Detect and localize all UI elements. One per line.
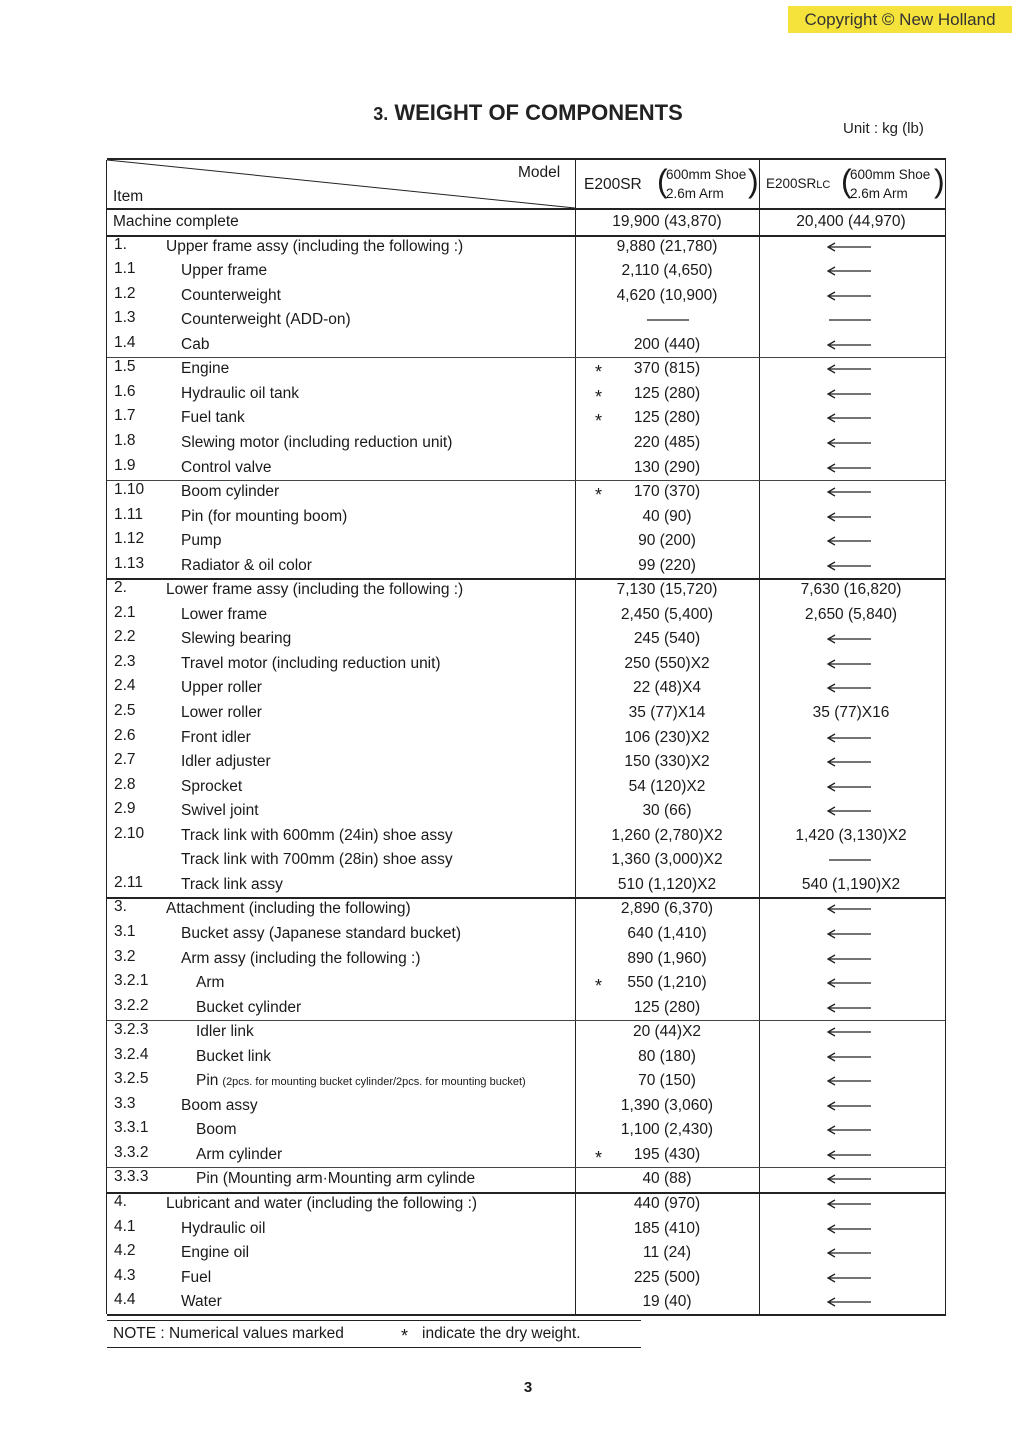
item-name [181,1269,211,1287]
item-name-text: Machine complete [113,213,239,230]
weight-e200sr: 40 (90) [642,507,692,525]
item-name-text: Lower roller [181,704,262,721]
weight-e200sr: 370 (815) [633,360,701,378]
row-separator [107,1192,945,1194]
same-as-left-arrow-icon [825,1293,873,1311]
item-name [196,1048,271,1066]
item-name-text: Pin (Mounting arm·Mounting arm cylinde [196,1170,476,1188]
row-number: 2.11 [114,873,144,891]
table-left-border [106,160,107,1314]
item-name-text: Pin [196,1072,219,1090]
row-number: 4.3 [114,1266,136,1284]
same-as-left-arrow-icon [825,360,873,378]
not-applicable-dash [825,851,873,869]
item-name-text: Upper frame [181,262,268,280]
item-name-text: Pump [181,532,222,550]
item-name [181,385,299,403]
item-name-text: Arm cylinder [196,1145,283,1163]
weight-e200sr: 2,450 (5,400) [620,605,714,623]
col2-spec-shoe: 600mm Shoe [850,167,931,182]
same-as-left-arrow-icon [825,729,873,747]
row-number: 2.7 [114,751,136,769]
page-number: 3 [523,1379,533,1396]
row-separator [107,235,945,237]
same-as-left-arrow-icon [825,508,873,526]
weight-e200srlc: 20,400 (44,970) [796,213,906,230]
same-as-left-arrow-icon [825,1097,873,1115]
item-name [181,459,271,477]
row-number: 2.9 [114,800,136,818]
row-number: 2.2 [114,628,136,646]
weight-e200sr: 510 (1,120)X2 [617,875,717,893]
item-name [196,974,224,992]
item-name-text: Lubricant and water (including the following :) [166,1195,478,1212]
row-separator [107,578,945,580]
weight-e200sr: 1,260 (2,780)X2 [611,826,723,844]
row-number: 2.8 [114,775,136,793]
header-diagonal [107,160,575,210]
item-name [181,557,312,575]
col1-paren-close: ) [748,163,759,199]
weight-e200sr: 225 (500) [633,1268,701,1286]
weight-e200sr: 890 (1,960) [627,949,707,967]
row-number: 4. [114,1193,127,1210]
same-as-left-arrow-icon [825,409,873,427]
item-name-text: Slewing motor (including reduction unit) [181,433,453,451]
same-as-left-arrow-icon [825,287,873,305]
weight-e200sr: 170 (370) [633,483,701,501]
item-name-text: Control valve [181,458,272,476]
row-number: 3.2.4 [114,1045,149,1063]
item-name-text: Engine [181,360,230,378]
item-name-text: Counterweight [181,286,281,304]
weight-e200srlc: 7,630 (16,820) [800,581,902,599]
same-as-left-arrow-icon [825,1195,873,1213]
weight-e200sr: 106 (230)X2 [624,728,710,746]
same-as-left-arrow-icon [825,532,873,550]
item-name [181,827,453,845]
row-number: 4.2 [114,1242,136,1260]
copyright-badge: Copyright © New Holland [788,6,1012,33]
same-as-left-arrow-icon [825,999,873,1017]
item-name [181,630,291,648]
row-separator [107,897,945,899]
weight-e200sr: 245 (540) [633,630,701,648]
row-number: 4.1 [114,1217,136,1235]
weight-e200sr: 550 (1,210) [627,974,707,992]
same-as-left-arrow-icon [825,1146,873,1164]
weight-e200sr: 220 (485) [633,433,701,451]
item-name-text: Travel motor (including reduction unit) [181,654,441,672]
same-as-left-arrow-icon [825,1269,873,1287]
row-number: 2. [114,579,127,597]
item-name-text: Track link with 700mm (28in) shoe assy [181,851,453,869]
row-number: 1.2 [114,284,136,302]
item-name [181,360,229,378]
row-number: 3.2.5 [114,1070,149,1088]
col2-model [766,176,830,193]
weight-e200sr: 19 (40) [642,1293,692,1311]
weight-e200sr: 185 (410) [633,1219,701,1237]
row-number: 1.6 [114,382,136,400]
header-rule [107,208,945,210]
row-separator [107,480,945,481]
item-name-text: Idler adjuster [181,753,271,771]
item-name [166,900,411,918]
col1-paren-open: ( [657,163,668,199]
same-as-left-arrow-icon [825,655,873,673]
dry-weight-star-icon: * [595,485,603,506]
weight-e200sr: 30 (66) [642,802,692,820]
item-name [113,213,239,231]
item-name-text: Attachment (including the following) [166,900,411,918]
unit-label: Unit : kg (lb) [843,120,924,137]
same-as-left-arrow-icon [825,557,873,575]
weight-e200sr: 11 (24) [643,1244,691,1262]
dry-weight-star-icon: * [595,386,603,407]
row-number: 2.3 [114,652,136,670]
item-name [196,999,301,1017]
row-number: 2.5 [114,702,136,719]
weight-e200sr: 440 (970) [633,1195,701,1212]
column-divider-2 [759,160,760,1314]
item-name-text: Fuel [181,1268,212,1286]
dry-weight-star-icon: * [595,1147,603,1168]
weight-e200sr: 250 (550)X2 [624,654,710,672]
weight-e200sr: 9,880 (21,780) [616,237,718,255]
item-name [181,679,262,697]
col2-model-sub: LC [816,179,831,191]
item-note: (2pcs. for mounting bucket cylinder/2pcs. for mounting bucket) [222,1076,526,1089]
title-number: 3. [373,104,389,124]
footnote [107,1320,641,1348]
item-name [181,851,453,869]
row-number: 1.13 [114,554,145,572]
same-as-left-arrow-icon [825,950,873,968]
item-name [196,1170,475,1188]
item-name-text: Idler link [196,1023,254,1041]
same-as-left-arrow-icon [825,753,873,771]
item-name-text: Radiator & oil color [181,556,312,574]
same-as-left-arrow-icon [825,1170,873,1188]
same-as-left-arrow-icon [825,679,873,697]
weight-e200sr: 99 (220) [638,556,696,574]
item-name [196,1121,237,1139]
item-name-text: Boom cylinder [181,483,280,501]
row-number: 4.4 [114,1291,136,1309]
row-number: 2.6 [114,726,136,744]
row-number: 2.1 [114,603,136,621]
item-name-text: Counterweight (ADD-on) [181,311,351,329]
model-label: Model [518,164,561,181]
row-separator [107,1020,945,1021]
item-name [181,287,281,305]
item-name [181,729,251,747]
weight-e200srlc: 1,420 (3,130)X2 [795,826,907,844]
same-as-left-arrow-icon [825,974,873,992]
not-applicable-dash [643,311,691,329]
item-name-text: Bucket link [196,1047,271,1065]
row-number: 1.5 [114,358,136,376]
same-as-left-arrow-icon [825,1072,873,1090]
item-name [181,508,347,526]
item-name-text: Hydraulic oil [181,1219,266,1237]
same-as-left-arrow-icon [825,336,873,354]
col1-model: E200SR [584,176,642,193]
item-name [181,655,441,673]
weight-e200srlc: 540 (1,190)X2 [801,875,901,893]
row-number: 3.3.2 [114,1143,149,1161]
weight-e200sr: 7,130 (15,720) [616,581,718,599]
item-name [196,1023,254,1041]
item-name [181,704,262,722]
same-as-left-arrow-icon [825,1023,873,1041]
item-name [181,532,222,550]
item-name-text: Arm [196,974,225,992]
row-separator [107,357,945,358]
same-as-left-arrow-icon [825,630,873,648]
item-name-text: Pin (for mounting boom) [181,507,348,525]
item-name [181,1244,249,1262]
item-label: Item [113,188,144,205]
row-number: 3.2 [114,947,136,965]
item-name [166,581,463,599]
item-name-text: Front idler [181,728,251,746]
item-name-text: Upper frame assy (including the following :) [166,237,464,255]
row-number: 1. [114,235,127,253]
weight-e200sr: 125 (280) [633,409,701,427]
dry-weight-star-icon: * [595,362,603,383]
weight-e200sr: 125 (280) [633,384,701,402]
row-number: 1.1 [114,260,136,278]
row-number: 1.9 [114,456,136,474]
weight-e200sr: 200 (440) [633,335,701,353]
weight-e200sr: 19,900 (43,870) [612,213,722,230]
same-as-left-arrow-icon [825,238,873,256]
col2-paren-close: ) [934,163,945,199]
item-name [181,753,271,771]
weight-e200sr: 150 (330)X2 [624,753,710,771]
item-name-text: Hydraulic oil tank [181,384,300,402]
item-name-text: Lower frame [181,605,268,623]
item-name [181,262,267,280]
same-as-left-arrow-icon [825,1048,873,1066]
item-name [181,778,242,796]
row-number: 3.2.3 [114,1021,149,1039]
item-name [181,606,267,624]
item-name [181,311,351,329]
row-separator [107,1167,945,1168]
weight-e200sr: 20 (44)X2 [632,1023,702,1041]
weight-e200sr: 54 (120)X2 [628,777,706,795]
row-number: 1.4 [114,333,136,351]
item-name-text: Bucket assy (Japanese standard bucket) [181,924,462,942]
same-as-left-arrow-icon [825,778,873,796]
item-name-text: Water [181,1293,222,1311]
weight-e200sr: 80 (180) [638,1047,696,1065]
row-number: 2.4 [114,677,136,695]
row-number: 1.12 [114,530,145,548]
item-name [181,336,209,354]
row-number: 1.11 [114,505,144,523]
item-name [181,802,259,820]
weight-e200sr: 125 (280) [633,998,701,1016]
row-number: 3.3.1 [114,1119,149,1137]
item-name [181,950,421,968]
row-number: 3.1 [114,922,136,940]
row-number: 1.7 [114,407,136,425]
item-name-text: Upper roller [181,679,262,697]
same-as-left-arrow-icon [825,1121,873,1139]
not-applicable-dash [825,311,873,329]
title-text: WEIGHT OF COMPONENTS [394,100,683,125]
same-as-left-arrow-icon [825,262,873,280]
col1-spec-arm: 2.6m Arm [666,186,724,201]
dry-weight-star-icon: * [401,1326,409,1346]
weight-e200sr: 22 (48)X4 [632,679,702,697]
row-number: 3.3 [114,1094,136,1112]
item-name-text: Track link with 600mm (24in) shoe assy [181,826,453,844]
item-name-text: Lower frame assy (including the following :) [166,581,464,599]
same-as-left-arrow-icon [825,385,873,403]
weight-e200sr: 195 (430) [633,1145,701,1163]
weight-e200sr: 640 (1,410) [627,924,707,942]
weight-e200sr: 4,620 (10,900) [616,286,718,304]
same-as-left-arrow-icon [825,802,873,820]
note-prefix: NOTE : Numerical values marked [113,1325,344,1342]
row-number: 1.10 [114,481,145,499]
item-name-text: Track link assy [181,875,283,893]
item-name [181,1220,265,1238]
item-name [181,876,283,894]
same-as-left-arrow-icon [825,900,873,918]
item-name-text: Boom assy [181,1096,258,1114]
item-name-text: Bucket cylinder [196,998,302,1016]
weight-e200sr: 35 (77)X14 [628,704,706,721]
weight-e200sr: 1,360 (3,000)X2 [611,851,723,869]
weight-e200sr: 40 (88) [642,1170,692,1188]
item-name-text: Fuel tank [181,409,245,427]
weight-e200sr: 2,110 (4,650) [621,262,713,280]
item-name [181,1293,222,1311]
same-as-left-arrow-icon [825,483,873,501]
weight-e200srlc: 35 (77)X16 [812,704,890,721]
weight-e200sr: 130 (290) [633,458,701,476]
item-name [181,409,245,427]
item-name-text: Swivel joint [181,802,259,820]
same-as-left-arrow-icon [825,459,873,477]
row-number: 3.2.1 [114,972,149,990]
weight-e200srlc: 2,650 (5,840) [804,605,898,623]
col2-spec-arm: 2.6m Arm [850,186,908,201]
weight-table [107,158,946,1316]
item-name [166,238,463,256]
row-number: 2.10 [114,824,145,842]
item-name-text: Cab [181,335,210,353]
item-name [181,483,279,501]
note-suffix: indicate the dry weight. [422,1325,581,1342]
weight-e200sr: 2,890 (6,370) [620,900,714,918]
col2-paren-open: ( [841,163,852,199]
same-as-left-arrow-icon [825,925,873,943]
item-name-text: Boom [196,1121,237,1139]
item-name [166,1195,477,1213]
row-number: 3.3.3 [114,1168,149,1186]
item-name [196,1072,526,1091]
col2-model-main: E200SR [766,176,817,191]
col1-spec-shoe: 600mm Shoe [666,167,747,182]
row-number: 1.3 [114,309,136,327]
item-name [181,434,452,452]
same-as-left-arrow-icon [825,1244,873,1262]
row-number: 1.8 [114,431,136,449]
dry-weight-star-icon: * [595,976,603,997]
weight-e200sr: 90 (200) [638,532,696,550]
same-as-left-arrow-icon [825,1220,873,1238]
item-name-text: Sprocket [181,777,243,795]
item-name-text: Slewing bearing [181,630,292,648]
same-as-left-arrow-icon [825,434,873,452]
item-name-text: Arm assy (including the following :) [181,949,421,967]
dry-weight-star-icon: * [595,411,603,432]
weight-e200sr: 1,390 (3,060) [620,1096,714,1114]
weight-e200sr: 70 (150) [638,1072,696,1090]
item-name [196,1146,282,1164]
row-number: 3.2.2 [114,996,149,1014]
item-name-text: Engine oil [181,1244,250,1262]
row-number: 3. [114,898,127,916]
item-name [181,925,461,943]
item-name [181,1097,258,1115]
weight-e200sr: 1,100 (2,430) [620,1121,714,1139]
